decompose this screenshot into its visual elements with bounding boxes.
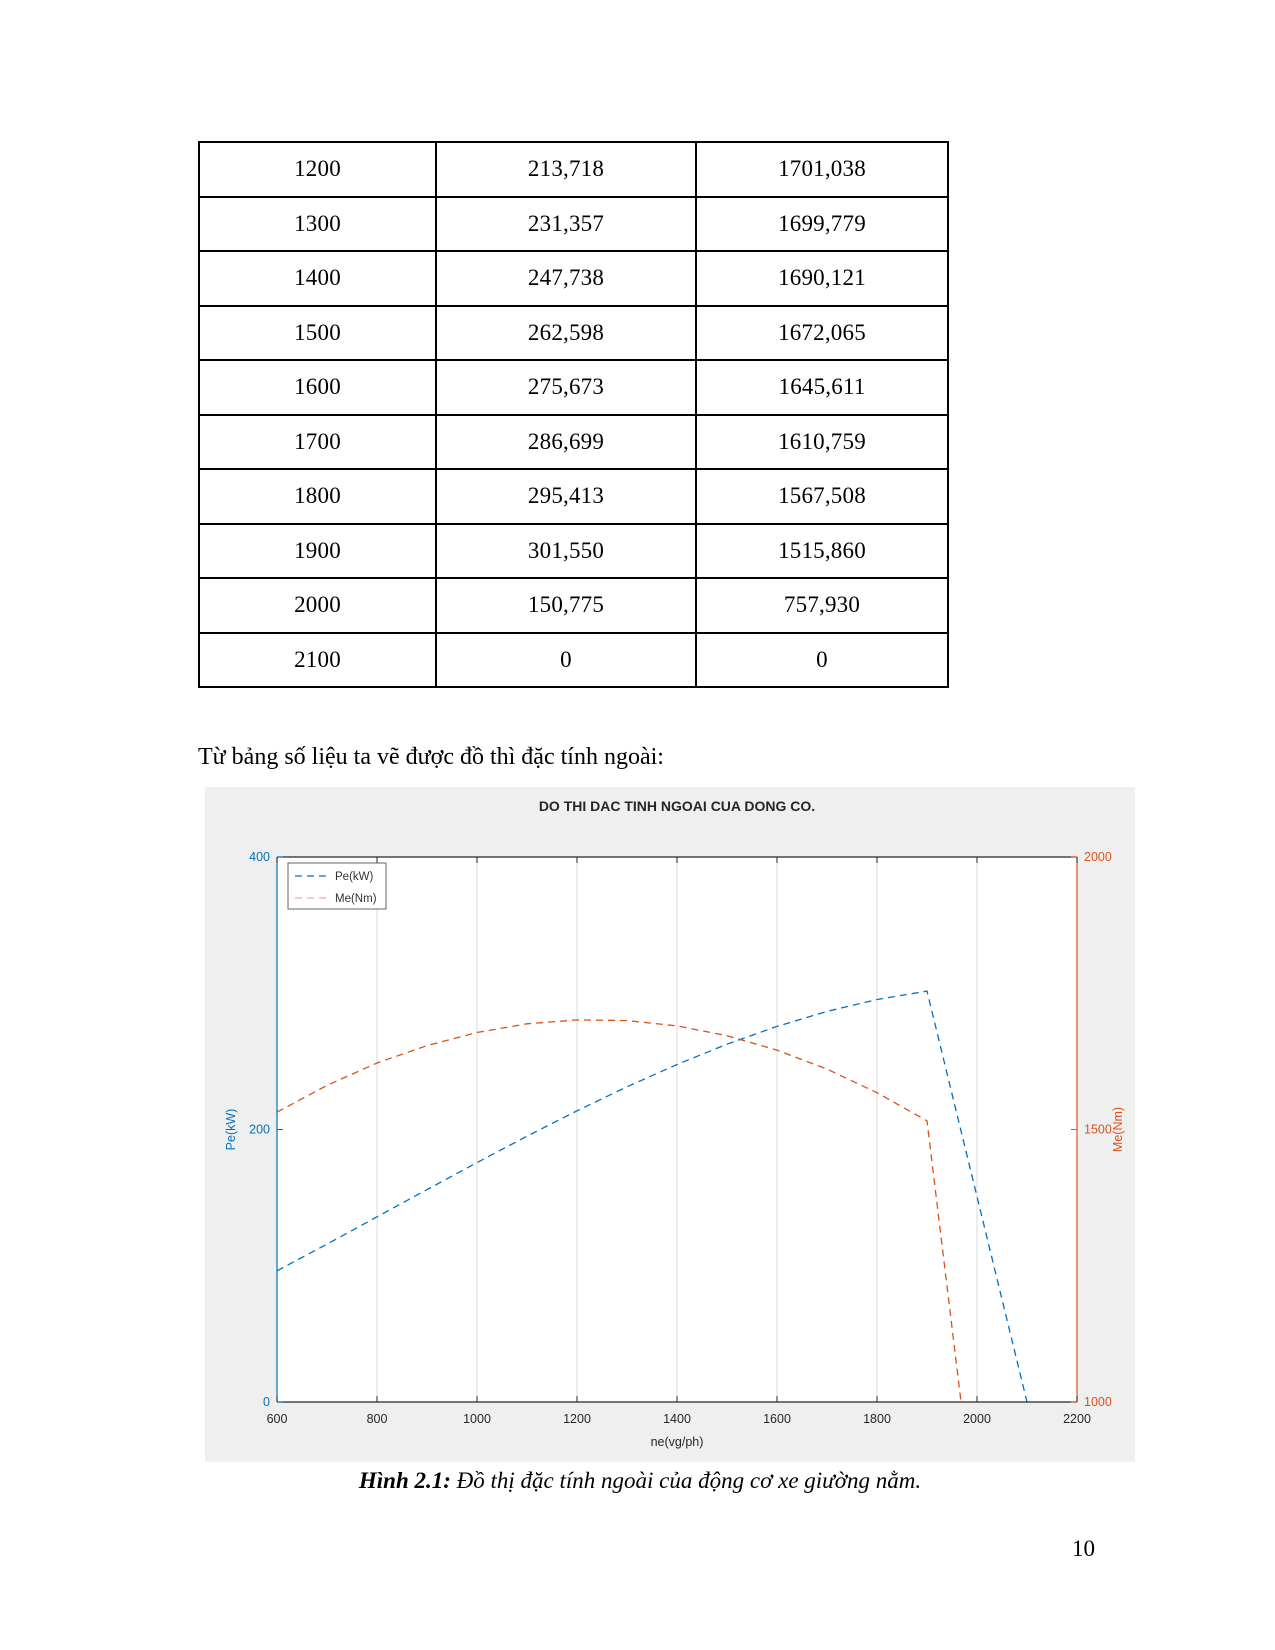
table-cell: 1900 bbox=[199, 524, 436, 579]
table-row bbox=[199, 306, 948, 361]
table-row bbox=[199, 469, 948, 524]
x-tick-label: 1800 bbox=[863, 1412, 891, 1426]
table-cell: 1645,611 bbox=[696, 360, 948, 415]
x-tick-label: 1000 bbox=[463, 1412, 491, 1426]
right-y-axis-label: Me(Nm) bbox=[1111, 1106, 1125, 1153]
legend-label: Me(Nm) bbox=[335, 893, 377, 905]
table-cell: 757,930 bbox=[696, 578, 948, 633]
table-row bbox=[199, 578, 948, 633]
engine-characteristics-figure bbox=[205, 787, 1135, 1462]
table-cell: 1500 bbox=[199, 306, 436, 361]
x-tick-label: 800 bbox=[366, 1412, 388, 1426]
table-cell: 150,775 bbox=[436, 578, 696, 633]
table-cell: 247,738 bbox=[436, 251, 696, 306]
x-tick-label: 1600 bbox=[763, 1412, 791, 1426]
table-cell: 295,413 bbox=[436, 469, 696, 524]
table-cell: 0 bbox=[696, 633, 948, 688]
table-cell: 1700 bbox=[199, 415, 436, 470]
table-cell: 1672,065 bbox=[696, 306, 948, 361]
left-y-tick-label: 400 bbox=[249, 850, 270, 864]
figure-caption-label: Hình 2.1: bbox=[358, 1468, 451, 1493]
table-cell: 2000 bbox=[199, 578, 436, 633]
table-row bbox=[199, 197, 948, 252]
data-table-body bbox=[199, 142, 948, 687]
table-row bbox=[199, 142, 948, 197]
table-cell: 1600 bbox=[199, 360, 436, 415]
x-tick-label: 1400 bbox=[663, 1412, 691, 1426]
table-cell: 1701,038 bbox=[696, 142, 948, 197]
x-tick-label: 600 bbox=[266, 1412, 288, 1426]
table-cell: 1300 bbox=[199, 197, 436, 252]
table-cell: 1800 bbox=[199, 469, 436, 524]
figure-caption-text: Đồ thị đặc tính ngoài của động cơ xe giường nằm. bbox=[450, 1468, 922, 1493]
left-y-tick-label: 200 bbox=[249, 1122, 270, 1137]
table-cell: 262,598 bbox=[436, 306, 696, 361]
right-y-tick-label: 1000 bbox=[1084, 1395, 1112, 1409]
right-y-tick-label: 2000 bbox=[1084, 850, 1112, 864]
table-row bbox=[199, 251, 948, 306]
table-row bbox=[199, 360, 948, 415]
table-row bbox=[199, 524, 948, 579]
table-cell: 1610,759 bbox=[696, 415, 948, 470]
figure-caption bbox=[150, 1468, 1130, 1494]
lead-paragraph: Từ bảng số liệu ta vẽ được đồ thì đặc tính ngoài: bbox=[198, 744, 664, 770]
table-cell: 1400 bbox=[199, 251, 436, 306]
table-cell: 231,357 bbox=[436, 197, 696, 252]
engine-chart-svg bbox=[205, 787, 1135, 1462]
table-cell: 2100 bbox=[199, 633, 436, 688]
legend-label: Pe(kW) bbox=[335, 871, 374, 883]
table-cell: 1690,121 bbox=[696, 251, 948, 306]
table-cell: 286,699 bbox=[436, 415, 696, 470]
table-cell: 1567,508 bbox=[696, 469, 948, 524]
x-tick-label: 1200 bbox=[563, 1412, 591, 1426]
left-y-axis-label: Pe(kW) bbox=[224, 1108, 238, 1151]
chart-title: DO THI DAC TINH NGOAI CUA DONG CO. bbox=[538, 798, 816, 814]
table-cell: 275,673 bbox=[436, 360, 696, 415]
table-cell: 1200 bbox=[199, 142, 436, 197]
legend bbox=[288, 863, 386, 909]
table-cell: 301,550 bbox=[436, 524, 696, 579]
table-cell: 1515,860 bbox=[696, 524, 948, 579]
x-tick-label: 2200 bbox=[1063, 1412, 1091, 1426]
table-cell: 1699,779 bbox=[696, 197, 948, 252]
left-y-tick-label: 0 bbox=[263, 1395, 270, 1409]
right-y-tick-label: 1500 bbox=[1084, 1122, 1112, 1137]
page-number: 10 bbox=[1072, 1536, 1095, 1561]
table-row bbox=[199, 415, 948, 470]
table-cell: 0 bbox=[436, 633, 696, 688]
x-axis-label: ne(vg/ph) bbox=[650, 1435, 704, 1449]
engine-data-table bbox=[198, 141, 947, 688]
table-cell: 213,718 bbox=[436, 142, 696, 197]
x-tick-label: 2000 bbox=[963, 1412, 991, 1426]
table-row bbox=[199, 633, 948, 688]
